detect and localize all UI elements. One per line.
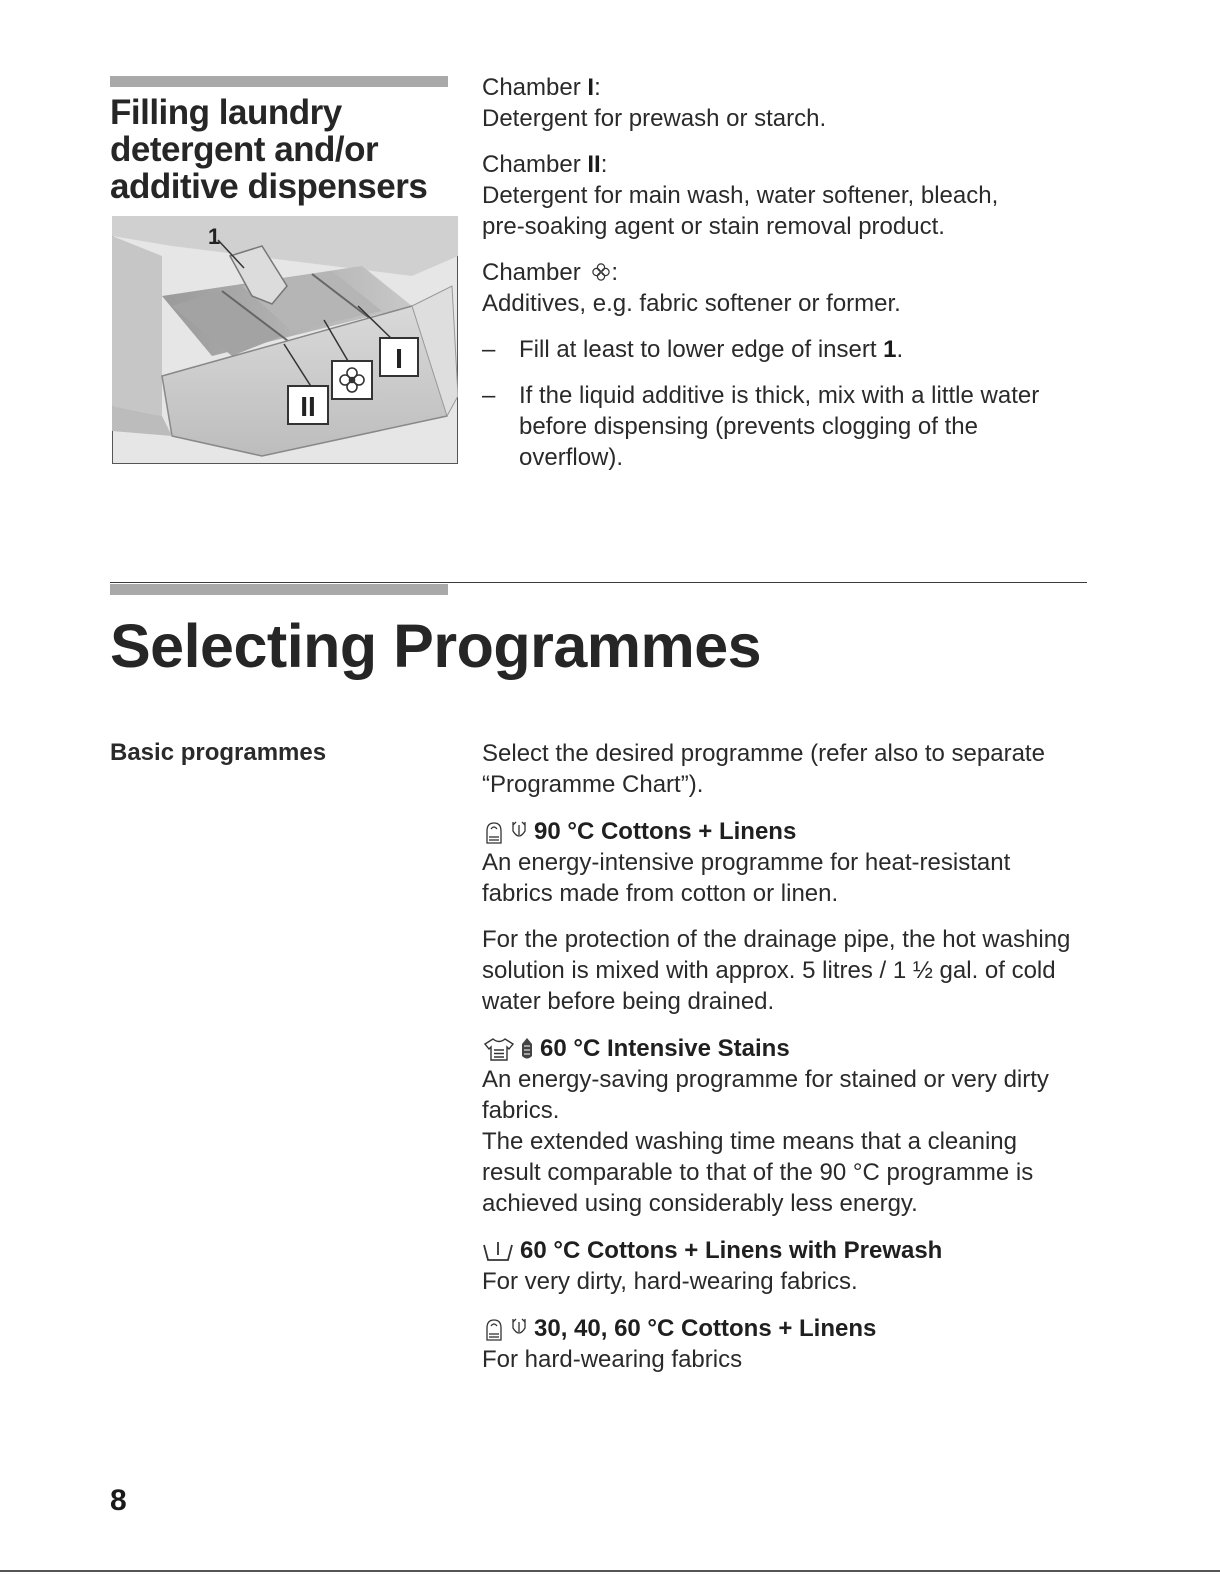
shirt-stain-icon <box>482 1036 516 1062</box>
cotton-plant-icon <box>482 819 506 845</box>
linen-flower-icon <box>510 819 528 845</box>
programme-entry <box>482 1235 1082 1297</box>
programme-description: For very dirty, hard-wearing fabrics. <box>482 1268 858 1295</box>
insert-label: 1 <box>208 224 221 249</box>
programme-title: 90 °C Cottons + Linens <box>534 818 797 845</box>
chamber-2-heading: Chamber II: <box>482 151 608 178</box>
programme-entry <box>482 816 1082 1017</box>
chamber-3-heading: Chamber : <box>482 259 619 286</box>
programme-entry <box>482 1313 1082 1375</box>
flower-icon <box>591 262 611 282</box>
programmes-text <box>482 738 1082 1375</box>
filling-heading: Filling laundry detergent and/or additive dispensers <box>110 93 428 206</box>
chamber-2-label: II <box>300 391 316 422</box>
chamber-1-heading: Chamber I: <box>482 74 601 101</box>
programme-title: 60 °C Cottons + Linens with Prewash <box>520 1237 943 1264</box>
page-number: 8 <box>110 1484 127 1517</box>
chamber-1-description: Detergent for prewash or starch. <box>482 105 827 132</box>
programme-description: An energy-intensive programme for heat-resistant fabrics made from cotton or linen. <box>482 849 1011 907</box>
section-rule <box>110 582 1087 583</box>
programme-entry <box>482 1033 1082 1219</box>
programme-description: For hard-wearing fabrics <box>482 1346 743 1373</box>
programme-title: 60 °C Intensive Stains <box>540 1035 790 1062</box>
programme-description: For the protection of the drainage pipe, the hot washing solution is mixed with approx. 5 litres / 1 ½ gal. of cold water before being drained. <box>482 926 1071 1015</box>
section-divider-bar <box>110 76 448 87</box>
chamber-2-description: Detergent for main wash, water softener, bleach, pre-soaking agent or stain removal product. <box>482 182 999 240</box>
filling-text <box>482 72 1082 473</box>
programme-description: The extended washing time means that a cleaning result comparable to that of the 90 °C programme is achieved using considerably less energy. <box>482 1128 1034 1217</box>
section-divider-bar <box>110 584 448 595</box>
programme-description: An energy-saving programme for stained or very dirty fabrics. <box>482 1066 1049 1124</box>
stain-brush-icon <box>520 1036 534 1062</box>
programme-title: 30, 40, 60 °C Cottons + Linens <box>534 1315 877 1342</box>
cotton-plant-icon <box>482 1316 506 1342</box>
bullet-item: – Fill at least to lower edge of insert 1. <box>482 336 904 363</box>
page-bottom-edge <box>0 1570 1220 1572</box>
prewash-tub-icon <box>482 1239 514 1263</box>
basic-programmes-label: Basic programmes <box>110 739 327 766</box>
linen-flower-icon <box>510 1316 528 1342</box>
chamber-1-label: I <box>395 343 403 374</box>
bullet-item: – If the liquid additive is thick, mix with a little water before dispensing (prevents clogging of the overflow). <box>482 382 1040 471</box>
chamber-3-description: Additives, e.g. fabric softener or former. <box>482 290 901 317</box>
page-title: Selecting Programmes <box>110 612 762 680</box>
programmes-intro: Select the desired programme (refer also to separate “Programme Chart”). <box>482 740 1045 798</box>
dispenser-drawer-illustration <box>112 216 458 464</box>
